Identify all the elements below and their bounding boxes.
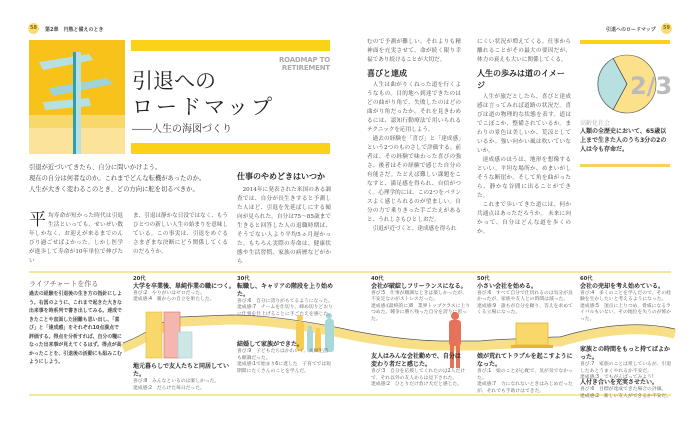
timeline-entry bbox=[580, 346, 675, 382]
timeline-score: 喜び:5 仕事が順調なときは楽しかったが、不安定なのがストレスだった。 bbox=[371, 290, 467, 303]
timeline-age: 60代 bbox=[580, 276, 593, 282]
timeline-entry bbox=[371, 276, 471, 324]
timeline-entry bbox=[133, 276, 243, 304]
laptop-icon bbox=[511, 323, 553, 348]
timeline-score: 喜び:6 目標が達成できた場合の評価。 bbox=[580, 387, 667, 392]
life-chart-intro bbox=[29, 279, 123, 367]
drop-cap: 平 bbox=[29, 210, 46, 230]
timeline-title: 会社の売却を考え始めている。 bbox=[580, 282, 665, 290]
section-heading: 喜びと達成 bbox=[367, 68, 407, 78]
timeline-title: 家族との時間をもっと持てばよかった。 bbox=[580, 346, 671, 361]
running-header-left: 第2章 円熟と備えのとき bbox=[45, 27, 104, 33]
timeline-score: 達成感:7 チームを仕切り、締め切りどおりに仕事を仕上げることに手ごたえを感じた。 bbox=[237, 305, 333, 317]
lede-line: 人生が大きく変わるこのとき、どの方向に舵を切るべきか。 bbox=[29, 186, 199, 193]
timeline-title: 地元暮らしで友人たちと同居していた。 bbox=[133, 363, 230, 378]
timeline-score: 喜び:6 自分に誇りがもてるようになった。 bbox=[237, 298, 333, 304]
timeline-title: 結婚して家族ができた。 bbox=[237, 341, 304, 348]
timeline-age: 50代 bbox=[477, 276, 490, 282]
timeline-title: 会社が破綻しフリーランスになる。 bbox=[371, 282, 467, 290]
timeline-title: 大学を卒業後、単純作業の職につく。 bbox=[133, 282, 235, 290]
timeline-score: 喜び:2 やりがいはゼロだった。 bbox=[133, 290, 205, 296]
body-text: これまで歩いてきた道には、何か共通点はあっただろうか。 未来に向かって、自分はどんな道を歩くのか。 bbox=[477, 202, 571, 235]
timeline-age: 20代 bbox=[133, 276, 146, 282]
timeline-score: 達成感:5 頂点に上りつめ、脅威になるライバルもいない。その地位を失うのが怖かった。 bbox=[580, 303, 672, 322]
feature-tag: ROADMAP TO RETIREMENT bbox=[278, 56, 330, 72]
body-text: 均寿命が短かった時代は引退生活といっても、せいぜい数年しかなく、お迎えが来るまでのんびり過ごせばよかった。しかし医学が進歩して寿命が10年単位で伸びたい bbox=[29, 213, 123, 264]
timeline-age: 40代 bbox=[371, 276, 384, 282]
timeline-entry bbox=[580, 379, 675, 400]
timeline-entry bbox=[133, 363, 233, 392]
page-number-left: 58 bbox=[28, 23, 39, 34]
lede-line: 現在の自分は何者なのか。これまでどんな転機があったのか。 bbox=[29, 175, 206, 182]
timeline-entry bbox=[477, 276, 577, 317]
timeline-score: 喜び:9 子どもたちはかわいく、夫婦生活も順調だった。 bbox=[237, 349, 328, 361]
fraction-label: 2/3 bbox=[630, 72, 673, 100]
body-text: むので予測が難しい。それよりも精神面を充実させて、命が続く限り幸福であり続けることが大切だ。 bbox=[367, 39, 461, 63]
timeline-entry bbox=[477, 353, 577, 395]
timeline-entry bbox=[237, 341, 332, 375]
timeline-entry bbox=[580, 276, 675, 324]
body-text: 引退が近づくと、達成感を得られ bbox=[372, 226, 457, 232]
timeline-score: 達成感:(最終的に)8 業界トップクラスに上りつめた。競争に勝ち残った自分を誇りに思った。 bbox=[371, 303, 471, 322]
timeline-score: 喜び:4 多くのことを学んだので、その経験を生かしたいと考えるようになった。 bbox=[580, 290, 671, 303]
timeline-title: 友人はみんな会社勤めで、自分は変わり者だと感じた。 bbox=[371, 353, 461, 368]
timeline-score: 達成感:2 新しい友人ができるか不安だ。 bbox=[580, 393, 672, 399]
body-text: 人生が旅だとしたら、喜びと達成感は言ってみれば道路の状況だ。喜びは道の物理的な状態を表す。道はでこぼこか、整備されているか。まわりの景色は美しいか、荒涼としているか。強い向かい風は吹いていないか。 bbox=[477, 94, 571, 154]
timeline-score: 達成感:7 力になれないときはみじめだったが、それでも手助けはできた。 bbox=[477, 382, 573, 394]
timeline-score: 達成感:4 親からの自立を果たした。 bbox=[133, 297, 215, 303]
timeline-score: 達成感:2 だらけた毎日だった。 bbox=[133, 385, 205, 391]
timeline-score: 喜び:6 すべて自分で仕切れるのは気分が良かったが、家族や友人との時間は減った。 bbox=[477, 290, 573, 303]
life-chart-text: 過去の経験を引退後の生き方の指針にしよう。右図のように、これまで起きた大きな出来事を時系列で書き出してみる。達成できたことや直面した困難も思い出し、「喜び」と「達成感」をそれぞれ10点満点で評価する。得点を分析すれば、自分の糧になった出来事が見えてくるはず。得点が高かったことを、引退後の活動にも組みこむようにしよう。 bbox=[29, 291, 122, 365]
timeline-title: 小さい会社を始める。 bbox=[477, 282, 538, 290]
body-text: 2014年に発表された米国のある調査では、自分が長生きすると予測した人ほど、引退を先延ばしにする傾向が見られた。自分は75〜85歳まで生きると回答した人の退職時期は、そうでない人より平均5ヵ月遅かった。もちろん実際の寿命は、健康状態や生活習慣、家族の病歴などがから bbox=[237, 187, 331, 265]
timeline-title: 人付き合いを充実させたい。 bbox=[580, 379, 659, 386]
body-text: 達成感のほうは、地形を想像するといい。平坦な場所か、めまいがしそうな断崖か。そして角を曲がったら、静かな谷間に出ることができた。 bbox=[477, 157, 571, 199]
timeline-score: 喜び:3 自分を応援してくれたのは2人だけで、それ以外の友人からは見下された。 bbox=[371, 369, 466, 381]
section-heading: 仕事のやめどきはいつか bbox=[237, 171, 325, 181]
body-text: 過去の経験を「喜び」と「達成感」という2つのものさしで評価する。前者は、その経験で味わった喜びの強さ。後者はその経験で感じた自分の有能さだ。たとえば難しい課題をこなすと、満足感を得られ、自信がつく。心理学的には、この2つをバランスよく感じられるのが望ましい。自分の力で乗りきった手ごたえがあると、うれしさもひとしおだ。 bbox=[367, 136, 461, 223]
timeline-score: 喜び:1 娘のことが心配で、気が気でなかった。 bbox=[477, 369, 573, 381]
body-text: 人生は曲がりくねった道を行くようなもの。目的地へ到達できたのはどの曲がり角で、失敗したのはどの曲がり角だったか。それを見きわめるには、認知行動療法で用いられるテクニックを応用しよう。 bbox=[367, 82, 461, 133]
timeline-score: 喜び:8 みんなといるのは楽しかった。 bbox=[133, 379, 220, 384]
life-chart-title: ライフチャートを作る bbox=[29, 280, 99, 288]
sidebar-label: 高齢化社会 bbox=[580, 120, 611, 127]
sidebar-text: 人類の全歴史において、65歳以上まで生きた人のうち3分の2の人は今も存命だ。 bbox=[580, 128, 667, 153]
timeline-entry bbox=[237, 276, 337, 318]
timeline-score: 達成感:2 ひとりだけ負け犬だと感じた。 bbox=[371, 382, 463, 388]
timeline-score: 達成感:9 誰もが自分を頼り、答えを求めてくる立場になった。 bbox=[477, 303, 573, 316]
section-heading: 人生の歩みは道のイメージ bbox=[477, 68, 565, 90]
title-line-1: 引退への bbox=[132, 69, 216, 93]
timeline-entry bbox=[371, 353, 466, 389]
timeline-score: 達成感:3 でもがんばってみよう! bbox=[580, 375, 654, 381]
title-line-2: ロードマップ bbox=[132, 95, 276, 119]
page-subtitle: ――人生の海図づくり bbox=[132, 124, 232, 135]
timeline-age: 30代 bbox=[237, 276, 250, 282]
page-number-right: 59 bbox=[661, 23, 672, 34]
timeline-score: 達成感:1で始まり6に達した 子育てでは短期間にたくさんのことを学んだ。 bbox=[237, 362, 332, 374]
timeline-title: 娘が荒れてトラブルを起こすようになった。 bbox=[477, 353, 573, 368]
lede-line: 引退が近づいてきたら、自分に問いかけよう。 bbox=[29, 164, 162, 171]
body-col-2: ま、引退は静かな日没ではなく、もうひとつの新しい人生の始まりを意味している。この事実は、引退をめぐるさまざまな決断にどう関係してくるのだろうか。 bbox=[133, 213, 228, 255]
timeline-score: 喜び:7 家族のことは愛しているが、引退したあとうまくやれるか不安だ。 bbox=[580, 362, 672, 374]
running-header-right: 引退へのロードマップ bbox=[606, 27, 656, 33]
body-text: にくい状況が増えてくる。仕事から離れることがその最大の要因だが、体力の衰えも大いに関係してくる。 bbox=[477, 39, 571, 63]
timeline-title: 転職し、キャリアの階段を上り始めた。 bbox=[237, 282, 334, 298]
